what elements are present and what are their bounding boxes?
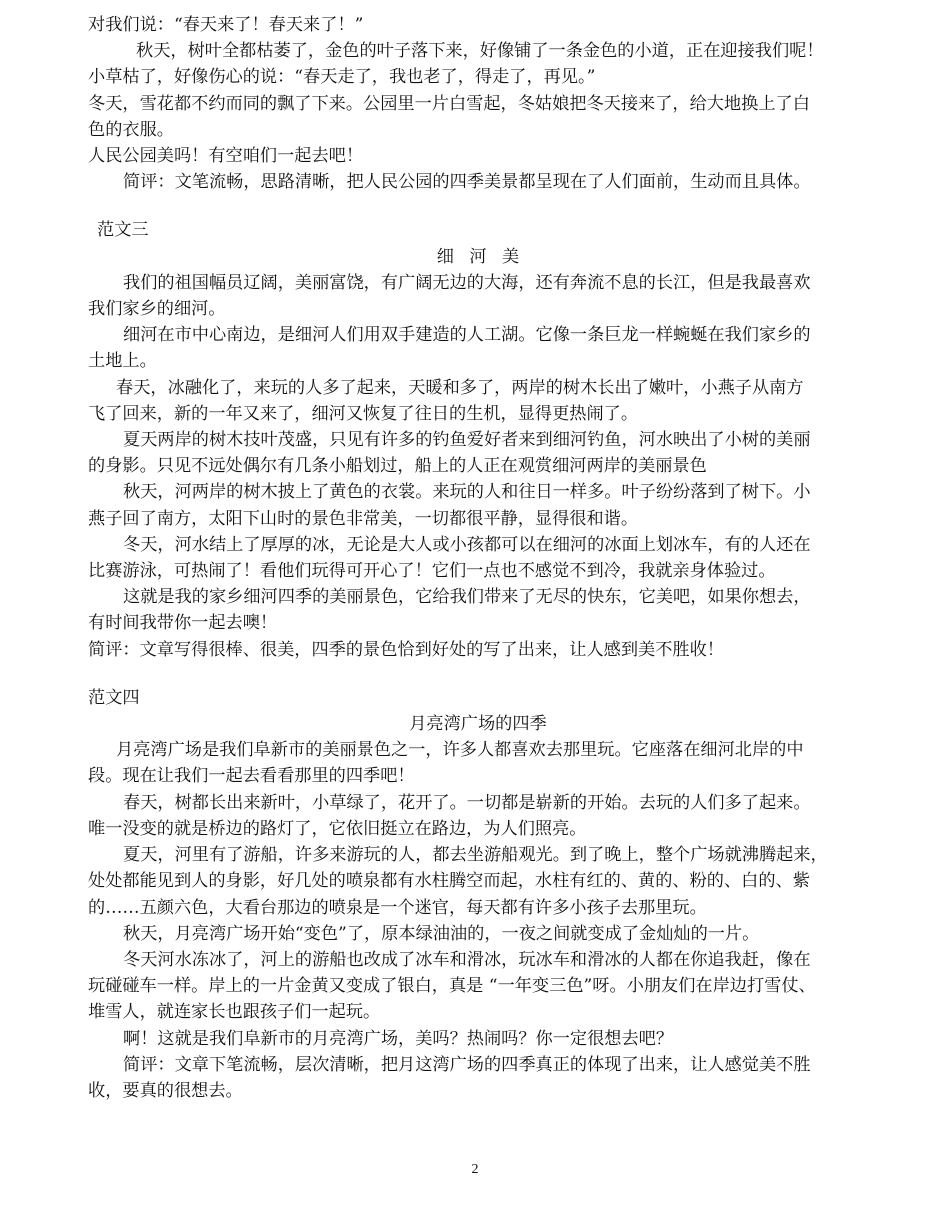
essay-four [88, 685, 868, 1104]
paragraph-continued: 处处都能见到人的身影，好几处的喷泉都有水柱腾空而起，水柱有红的、黄的、粉的、白的、紫 [88, 871, 810, 892]
paragraph: 春天，树都长出来新叶，小草绿了，花开了。一切都是崭新的开始。去玩的人们多了起来。 [123, 792, 811, 813]
paragraph-continued: 的……五颜六色，大看台那边的喷泉是一个迷官，每天都有许多小孩子去那里玩。 [88, 897, 707, 918]
paragraph-continued: 小草枯了，好像伤心的说：“春天走了，我也老了，得走了，再见。” [88, 67, 596, 88]
paragraph: 秋天，月亮湾广场开始“变色”了，原本绿油油的，一夜之间就变成了金灿灿的一片。 [123, 923, 760, 944]
document-page [88, 12, 868, 1104]
paragraph: 冬天，河水结上了厚厚的冰，无论是大人或小孩都可以在细河的冰面上划冰车，有的人还在 [123, 534, 811, 555]
paragraph: 夏天，河里有了游船，许多来游玩的人，都去坐游船观光。到了晚上，整个广场就沸腾起来， [123, 845, 828, 866]
paragraph: 对我们说：“春天来了！春天来了！” [88, 15, 364, 35]
paragraph-continued: 唯一没变的就是桥边的路灯了，它依旧挺立在路边，为人们照亮。 [88, 818, 587, 839]
paragraph: 春天，冰融化了，来玩的人多了起来，天暖和多了，两岸的树木长出了嫩叶，小燕子从南方 [116, 377, 804, 398]
paragraph: 这就是我的家乡细河四季的美丽景色，它给我们带来了无尽的快东，它美吧，如果你想去， [123, 587, 811, 608]
page-number: 2 [471, 1162, 479, 1177]
paragraph-continued: 玩碰碰车一样。岸上的一片金黄又变成了银白，真是 “一年变三色”呀。小朋友们在岸边打雪仗、 [88, 976, 816, 997]
paragraph-continued: 土地上。 [88, 351, 157, 372]
paragraph-continued: 的身影。只见不远处偶尔有几条小船划过，船上的人正在观赏细河两岸的美丽景色 [88, 456, 707, 477]
paragraph-continued: 飞了回来，新的一年又来了，细河又恢复了往日的生机，显得更热闹了。 [88, 403, 639, 424]
paragraph: 冬天，雪花都不约而同的飘了下来。公园里一片白雪起，冬姑娘把冬天接来了，给大地换上了白 [88, 93, 810, 114]
paragraph-continued: 我们家乡的细河。 [88, 299, 226, 320]
paragraph-continued: 堆雪人，就连家长也跟孩子们一起玩。 [88, 1002, 381, 1023]
paragraph: 人民公园美吗！有空咱们一起去吧！ [88, 146, 364, 167]
paragraph: 冬天河水冻冰了，河上的游船也改成了冰车和滑冰，玩冰车和滑冰的人都在你追我赶，像在 [123, 949, 811, 970]
paragraph-continued: 燕子回了南方，太阳下山时的景色非常美，一切都很平静，显得很和谐。 [88, 508, 639, 529]
paragraph: 细河在市中心南边，是细河人们用双手建造的人工湖。它像一条巨龙一样蜿蜒在我们家乡的 [123, 325, 811, 346]
section-label: 范文三 [97, 220, 149, 241]
paragraph: 我们的祖国幅员辽阔，美丽富饶，有广阔无边的大海，还有奔流不息的长江，但是我最喜欢 [123, 272, 811, 293]
review-text: 简评：文章下笔流畅，层次清晰，把月这湾广场的四季真正的体现了出来，让人感觉美不胜 [123, 1054, 811, 1075]
review-text: 简评：文章写得很棒、很美，四季的景色恰到好处的写了出来，让人感到美不胜收！ [88, 639, 724, 660]
previous-essay-ending [88, 12, 868, 195]
paragraph: 月亮湾广场是我们阜新市的美丽景色之一，许多人都喜欢去那里玩。它座落在细河北岸的中 [116, 740, 804, 761]
paragraph-continued: 比赛游泳，可热闹了！看他们玩得可开心了！它们一点也不感觉不到冷，我就亲身体验过。 [88, 561, 776, 582]
essay-title: 细河美 [436, 246, 535, 267]
section-label: 范文四 [88, 687, 140, 708]
review-text: 简评：文笔流畅，思路清晰，把人民公园的四季美景都呈现在了人们面前，生动而且具体。 [123, 172, 811, 193]
paragraph-continued: 段。现在让我们一起去看看那里的四季吧！ [88, 766, 415, 787]
review-text-continued: 收，要真的很想去。 [88, 1080, 243, 1101]
paragraph: 啊！这就是我们阜新市的月亮湾广场，美吗？热闹吗？你一定很想去吧？ [123, 1028, 674, 1049]
paragraph-continued: 色的衣服。 [88, 119, 174, 140]
paragraph: 秋天，河两岸的树木披上了黄色的衣裳。来玩的人和往日一样多。叶子纷纷落到了树下。小 [123, 482, 811, 503]
paragraph-continued: 有时间我带你一起去噢！ [88, 613, 278, 634]
paragraph: 夏天两岸的树木技叶茂盛，只见有许多的钓鱼爱好者来到细河钓鱼，河水映出了小树的美丽 [123, 430, 811, 451]
essay-title: 月亮湾广场的四季 [409, 714, 547, 735]
essay-three [88, 217, 868, 662]
paragraph: 秋天，树叶全都枯萎了，金色的叶子落下来，好像铺了一条金色的小道，正在迎接我们呢！ [136, 41, 824, 62]
